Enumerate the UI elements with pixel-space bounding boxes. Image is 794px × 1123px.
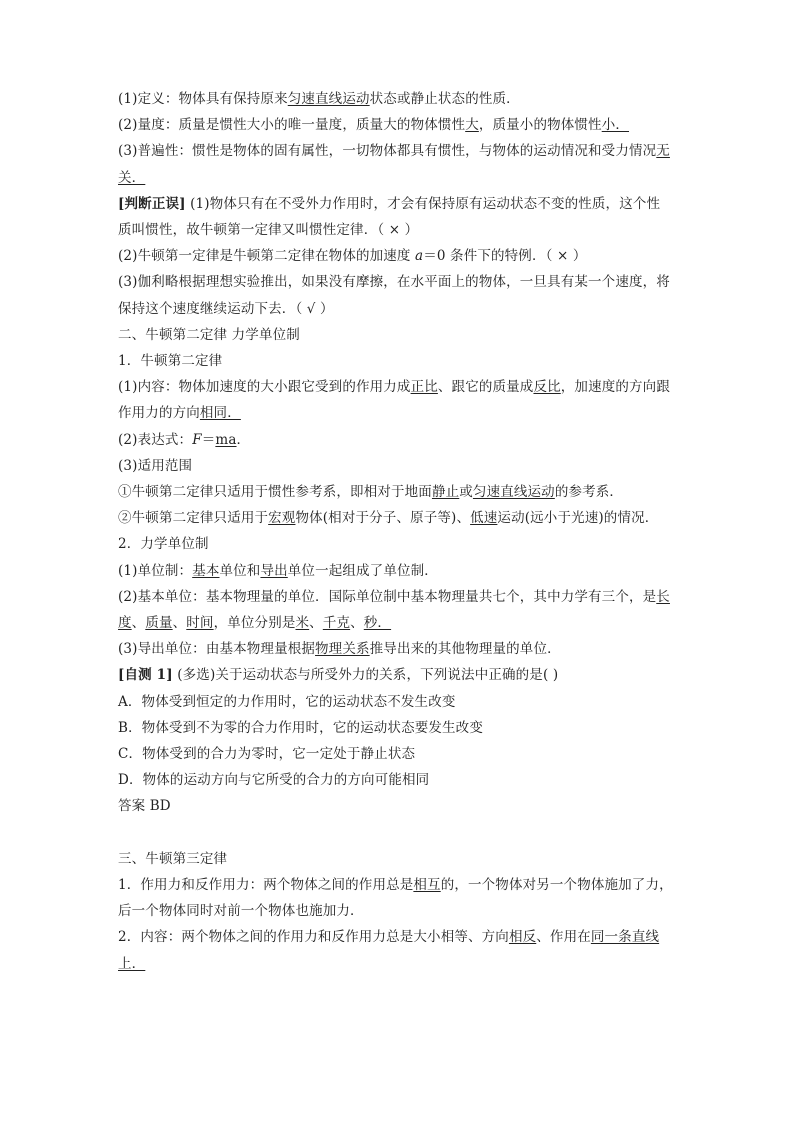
text-line	[118, 374, 678, 400]
answer-blank: 无	[656, 143, 670, 160]
text-segment: 2．力学单位制	[118, 536, 209, 553]
text-segment: ①牛顿第二定律只适用于惯性参考系，即相对于地面	[118, 484, 432, 501]
answer-blank: 低速	[470, 510, 498, 527]
answer-blank: 秒．	[363, 615, 392, 632]
text-segment: D．物体的运动方向与它所受的合力的方向可能相同	[118, 772, 430, 789]
text-line	[118, 531, 678, 557]
answer-blank: 米	[295, 615, 310, 632]
text-segment: (3)适用范围	[118, 457, 193, 474]
text-segment: 三、牛顿第三定律	[118, 850, 228, 867]
text-segment: 的参考系．	[554, 484, 624, 501]
text-line	[118, 505, 678, 531]
text-line	[118, 741, 678, 767]
text-line	[118, 296, 678, 322]
answer-blank: 物理关系	[315, 641, 370, 658]
answer-blank: 大	[465, 117, 479, 134]
text-segment: 保持这个速度继续运动下去．（ √ ）	[118, 300, 334, 317]
answer-blank: 关．	[118, 169, 146, 186]
text-segment: 后一个物体同时对前一个物体也施加力．	[118, 903, 364, 920]
text-segment: 运动(远小于光速)的情况．	[497, 510, 659, 527]
text-segment: 、	[350, 615, 364, 632]
text-segment: 、作用在	[536, 929, 591, 946]
answer-blank: 静止	[431, 484, 460, 501]
text-line	[118, 427, 678, 453]
text-segment: 、	[131, 615, 146, 632]
section-tag: [自测 1]	[118, 667, 173, 684]
text-segment: 、跟它的质量成	[437, 379, 534, 396]
text-segment: ＝	[201, 431, 216, 448]
text-segment: 二、牛顿第二定律 力学单位制	[118, 326, 300, 343]
answer-blank: 基本	[192, 562, 220, 579]
text-line	[118, 479, 678, 505]
text-segment: (1)定义：物体具有保持原来	[118, 91, 288, 107]
text-segment: (多选)关于运动状态与所受外力的关系，下列说法中正确的是( )	[172, 667, 559, 684]
answer-blank: 同一条直线	[590, 929, 660, 946]
answer-blank: 长	[656, 588, 670, 605]
text-segment: 2．内容：两个物体之间的作用力和反作用力总是大小相等、方向	[118, 929, 509, 946]
document-page	[118, 86, 678, 977]
text-segment: 1．牛顿第二定律	[118, 353, 223, 370]
blank-line	[118, 820, 678, 846]
answer-blank: 度	[118, 615, 132, 632]
text-line	[118, 715, 678, 741]
text-segment: 质叫惯性，故牛顿第一定律又叫惯性定律．（ × ）	[118, 222, 419, 239]
text-line	[118, 322, 678, 348]
text-segment: A．物体受到恒定的力作用时，它的运动状态不发生改变	[118, 693, 456, 710]
text-line	[118, 348, 678, 374]
math-variable: F	[192, 431, 202, 448]
text-line	[118, 898, 678, 924]
text-line	[118, 112, 678, 138]
text-line	[118, 138, 678, 164]
text-segment: (1)单位制：	[118, 562, 193, 579]
answer-blank: 时间	[186, 615, 214, 632]
text-segment: C．物体受到的合力为零时，它一定处于静止状态	[118, 746, 416, 763]
text-segment: (1)内容：物体加速度的大小跟它受到的作用力成	[118, 379, 411, 396]
answer-blank: 相反	[508, 929, 537, 946]
text-segment: 推导出来的其他物理量的单位．	[369, 641, 561, 658]
text-line	[118, 86, 678, 112]
text-segment: ，质量小的物体惯性	[478, 117, 602, 134]
text-line	[118, 217, 678, 243]
text-line	[118, 951, 678, 977]
answer-blank: 相同．	[199, 405, 241, 422]
text-line	[118, 662, 678, 688]
answer-blank: 正比	[410, 379, 438, 396]
math-variable: a	[415, 248, 424, 265]
section-tag: [判断正误]	[118, 195, 186, 212]
text-segment: (1)物体只有在不受外力作用时，才会有保持原有运动状态不变的性质，这个性	[185, 195, 661, 212]
text-segment: (3)普遍性：惯性是物体的固有属性，一切物体都具有惯性，与物体的运动情况和受力情况	[118, 143, 657, 160]
text-line	[118, 191, 678, 217]
text-segment: 答案 BD	[118, 798, 171, 815]
text-segment: 单位和	[219, 562, 261, 579]
text-segment: (2)基本单位：基本物理量的单位．国际单位制中基本物理量共七个，其中力学有三个，是	[118, 588, 657, 605]
text-segment: 状态或静止状态的性质．	[369, 91, 520, 107]
answer-blank: 导出	[260, 562, 288, 579]
text-line	[118, 584, 678, 610]
text-segment: 作用力的方向	[118, 405, 200, 422]
text-segment: (2)量度：质量是惯性大小的唯一量度，质量大的物体惯性	[118, 117, 466, 134]
text-line	[118, 689, 678, 715]
text-line	[118, 558, 678, 584]
answer-blank: 匀速直线运动	[472, 484, 555, 501]
text-segment: B．物体受到不为零的合力作用时，它的运动状态要发生改变	[118, 719, 483, 736]
text-segment: 的，一个物体对另一个物体施加了力，	[440, 876, 673, 893]
text-segment: ．	[236, 431, 251, 448]
text-line	[118, 924, 678, 950]
text-segment: 或	[459, 484, 473, 501]
text-line	[118, 453, 678, 479]
answer-blank: 千克	[322, 615, 351, 632]
text-line	[118, 793, 678, 819]
text-line	[118, 872, 678, 898]
text-segment: ②牛顿第二定律只适用于	[118, 510, 269, 527]
answer-blank: 反比	[533, 379, 561, 396]
text-segment: 物体(相对于分子、原子等)、	[295, 510, 471, 527]
text-segment: (2)表达式：	[118, 431, 193, 448]
answer-blank: 相互	[413, 876, 441, 893]
answer-blank: 小．	[601, 117, 630, 134]
text-line	[118, 269, 678, 295]
answer-blank: 宏观	[268, 510, 296, 527]
text-line	[118, 400, 678, 426]
text-segment: (2)牛顿第一定律是牛顿第二定律在物体的加速度	[118, 248, 416, 265]
text-segment: 、	[309, 615, 323, 632]
text-segment: ，单位分别是	[213, 615, 296, 632]
text-segment: ，加速度的方向跟	[560, 379, 670, 396]
text-line	[118, 636, 678, 662]
text-line	[118, 610, 678, 636]
text-segment: (3)伽利略根据理想实验推出，如果没有摩擦，在水平面上的物体，一旦具有某一个速度，将	[118, 274, 670, 291]
text-line	[118, 243, 678, 269]
text-line	[118, 165, 678, 191]
answer-blank: 上．	[118, 955, 146, 972]
text-segment: ＝0 条件下的特例．（ × ）	[423, 248, 587, 265]
text-segment: 单位一起组成了单位制．	[287, 562, 438, 579]
text-segment: 1．作用力和反作用力：两个物体之间的作用总是	[118, 876, 414, 893]
text-segment: 、	[172, 615, 187, 632]
answer-blank: 质量	[145, 615, 173, 632]
answer-blank: ma	[215, 431, 237, 448]
answer-blank: 匀速直线运动	[287, 91, 370, 107]
text-segment: (3)导出单位：由基本物理量根据	[118, 641, 316, 658]
text-line	[118, 767, 678, 793]
text-line	[118, 846, 678, 872]
